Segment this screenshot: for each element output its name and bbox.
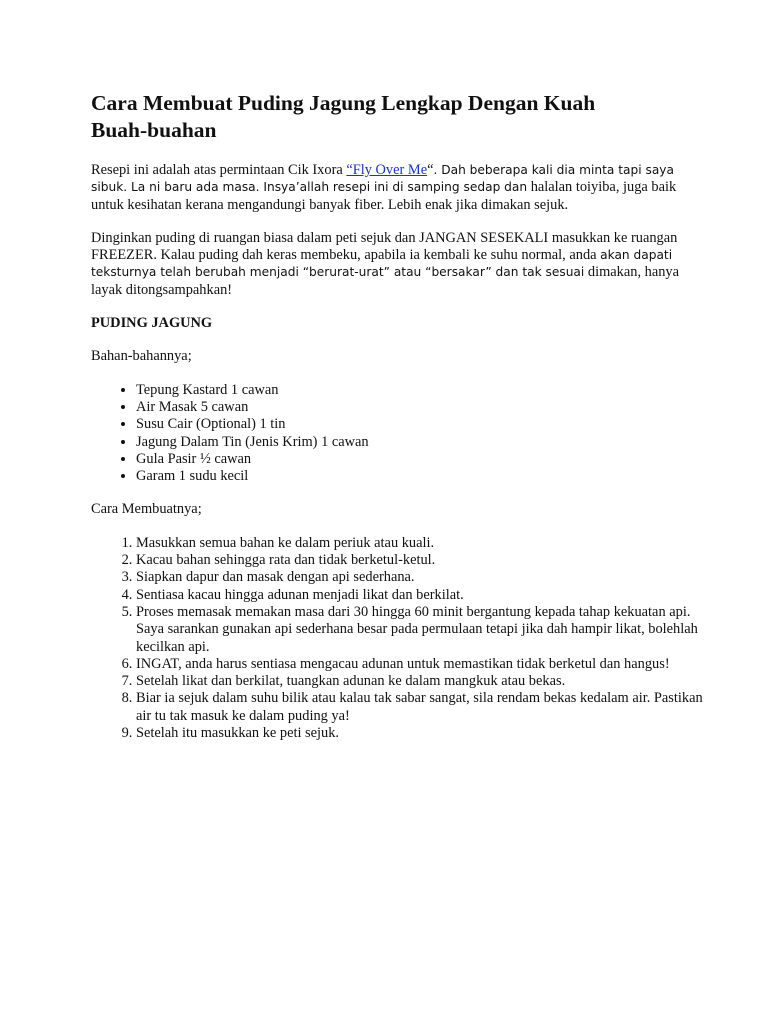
list-item: 9. Setelah itu masukkan ke peti sejuk. bbox=[136, 725, 708, 742]
list-item: 4. Sentiasa kacau hingga adunan menjadi likat dan berkilat. bbox=[136, 587, 708, 604]
list-item: 7. Setelah likat dan berkilat, tuangkan adunan ke dalam mangkuk atau bekas. bbox=[136, 673, 708, 690]
list-item: • Gula Pasir ½ cawan bbox=[136, 451, 708, 468]
article-title: Cara Membuat Puding Jagung Lengkap Dengan Kuah Buah-buahan bbox=[91, 91, 596, 142]
list-item: • Susu Cair (Optional) 1 tin bbox=[136, 416, 708, 433]
list-item: • Garam 1 sudu kecil bbox=[136, 468, 708, 485]
storage-note-part1: Dinginkan puding di ruangan biasa dalam peti sejuk dan JANGAN SESEKALI masukkan ke ruangan FREEZER. Kalau puding dah keras membeku, apabila ia kembali ke suhu normal, anda bbox=[91, 229, 678, 264]
list-item: • Tepung Kastard 1 cawan bbox=[136, 382, 708, 399]
steps-label: Cara Membuatnya; bbox=[91, 501, 202, 518]
intro-text-alt: . Dah beberapa kali dia minta tapi saya sibuk. La ni baru ada masa. Insya’allah resepi ini di samping sedap dan bbox=[91, 163, 674, 195]
list-item: 2. Kacau bahan sehingga rata dan tidak berketul-ketul. bbox=[136, 552, 708, 569]
intro-text-end: halalan toiyiba, juga baik untuk kesihatan kerana mengandungi banyak fiber. Lebih enak jika dimakan sejuk. bbox=[91, 179, 677, 213]
storage-note-paragraph bbox=[91, 230, 708, 299]
list-item: • Air Masak 5 cawan bbox=[136, 399, 708, 416]
list-item: 3. Siapkan dapur dan masak dengan api sederhana. bbox=[136, 569, 708, 586]
section-title: PUDING JAGUNG bbox=[91, 315, 213, 332]
steps-list bbox=[91, 535, 708, 743]
ingredients-label: Bahan-bahannya; bbox=[91, 348, 192, 365]
ingredients-list bbox=[91, 382, 708, 486]
list-item: 8. Biar ia sejuk dalam suhu bilik atau kalau tak sabar sangat, sila rendam bekas kedalam air. Pastikan air tu tak masuk ke dalam puding ya! bbox=[136, 690, 708, 725]
list-item: 6. INGAT, anda harus sentiasa mengacau adunan untuk memastikan tidak berketul dan hangus! bbox=[136, 656, 708, 673]
intro-paragraph bbox=[91, 162, 708, 214]
list-item: 5. Proses memasak memakan masa dari 30 hingga 60 minit bergantung kepada tahap kekuatan api. Saya sarankan gunakan api sederhana besar pada permulaan tetapi jika dah hampir likat, bolehlah kecilkan api. bbox=[136, 604, 708, 656]
storage-note-part3: dimakan, hanya layak ditongsampahkan! bbox=[91, 264, 680, 298]
list-item: 1. Masukkan semua bahan ke dalam periuk atau kuali. bbox=[136, 535, 708, 552]
storage-note-part2: akan dapati teksturnya telah berubah menjadi “berurat-urat” atau “bersakar” dan tak sesuai bbox=[91, 248, 673, 280]
fly-over-me-link[interactable]: “Fly Over Me bbox=[346, 162, 428, 178]
intro-text-start: Resepi ini adalah atas permintaan Cik Ixora bbox=[91, 162, 347, 178]
intro-close-quote: “ bbox=[427, 162, 434, 178]
list-item: • Jagung Dalam Tin (Jenis Krim) 1 cawan bbox=[136, 434, 708, 451]
